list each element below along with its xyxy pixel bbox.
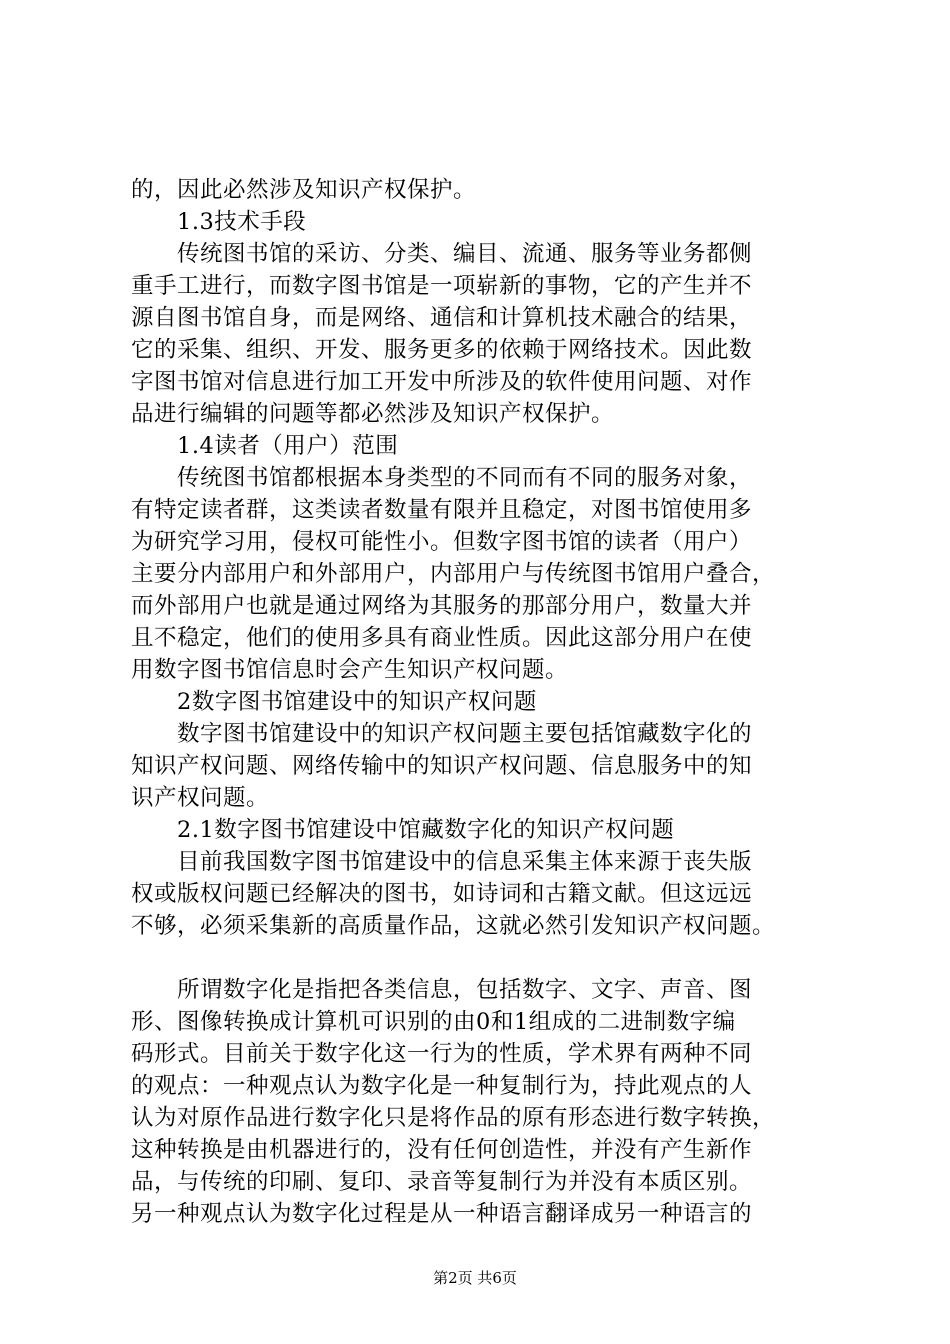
section-heading: 2.1数字图书馆建设中馆藏数字化的知识产权问题 bbox=[131, 817, 675, 843]
text-line: 权或版权问题已经解决的图书，如诗词和古籍文献。但这远远 bbox=[131, 881, 753, 907]
text-line: 知识产权问题、网络传输中的知识产权问题、信息服务中的知 bbox=[131, 753, 753, 779]
text-line: 另一种观点认为数字化过程是从一种语言翻译成另一种语言的 bbox=[131, 1201, 753, 1227]
section-heading: 2数字图书馆建设中的知识产权问题 bbox=[131, 689, 537, 715]
text-line: 重手工进行，而数字图书馆是一项崭新的事物，它的产生并不 bbox=[131, 273, 753, 299]
text-line: 品进行编辑的问题等都必然涉及知识产权保护。 bbox=[131, 401, 615, 427]
text-line: 品，与传统的印刷、复印、录音等复制行为并没有本质区别。 bbox=[131, 1169, 753, 1195]
text-line: 它的采集、组织、开发、服务更多的依赖于网络技术。因此数 bbox=[131, 337, 753, 363]
text-line: 码形式。目前关于数字化这一行为的性质，学术界有两种不同 bbox=[131, 1041, 753, 1067]
text-line: 传统图书馆的采访、分类、编目、流通、服务等业务都侧 bbox=[131, 241, 753, 267]
text-line: 主要分内部用户和外部用户，内部用户与传统图书馆用户叠合， bbox=[131, 561, 776, 587]
text-line: 且不稳定，他们的使用多具有商业性质。因此这部分用户在使 bbox=[131, 625, 753, 651]
text-line: 用数字图书馆信息时会产生知识产权问题。 bbox=[131, 657, 569, 683]
text-line: 字图书馆对信息进行加工开发中所涉及的软件使用问题、对作 bbox=[131, 369, 753, 395]
text-line: 源自图书馆自身，而是网络、通信和计算机技术融合的结果， bbox=[131, 305, 753, 331]
text-line: 所谓数字化是指把各类信息，包括数字、文字、声音、图 bbox=[131, 977, 753, 1003]
text-line: 为研究学习用，侵权可能性小。但数字图书馆的读者（用户） bbox=[131, 529, 753, 555]
text-line: 有特定读者群，这类读者数量有限并且稳定，对图书馆使用多 bbox=[131, 497, 753, 523]
text-line: 的，因此必然涉及知识产权保护。 bbox=[131, 177, 477, 203]
text-line: 数字图书馆建设中的知识产权问题主要包括馆藏数字化的 bbox=[131, 721, 753, 747]
text-line: 目前我国数字图书馆建设中的信息采集主体来源于丧失版 bbox=[131, 849, 753, 875]
text-line: 认为对原作品进行数字化只是将作品的原有形态进行数字转换， bbox=[131, 1105, 776, 1131]
section-heading: 1.3技术手段 bbox=[131, 209, 307, 235]
text-line: 这种转换是由机器进行的，没有任何创造性，并没有产生新作 bbox=[131, 1137, 753, 1163]
text-line: 的观点：一种观点认为数字化是一种复制行为，持此观点的人 bbox=[131, 1073, 753, 1099]
text-line: 不够，必须采集新的高质量作品，这就必然引发知识产权问题。 bbox=[131, 913, 776, 939]
text-line: 识产权问题。 bbox=[131, 785, 270, 811]
text-line: 传统图书馆都根据本身类型的不同而有不同的服务对象， bbox=[131, 465, 753, 491]
page-number-footer: 第2页 共6页 bbox=[433, 1269, 517, 1287]
section-heading: 1.4读者（用户）范围 bbox=[131, 433, 399, 459]
text-line: 而外部用户也就是通过网络为其服务的那部分用户，数量大并 bbox=[131, 593, 753, 619]
text-line: 形、图像转换成计算机可识别的由0和1组成的二进制数字编 bbox=[131, 1009, 736, 1035]
